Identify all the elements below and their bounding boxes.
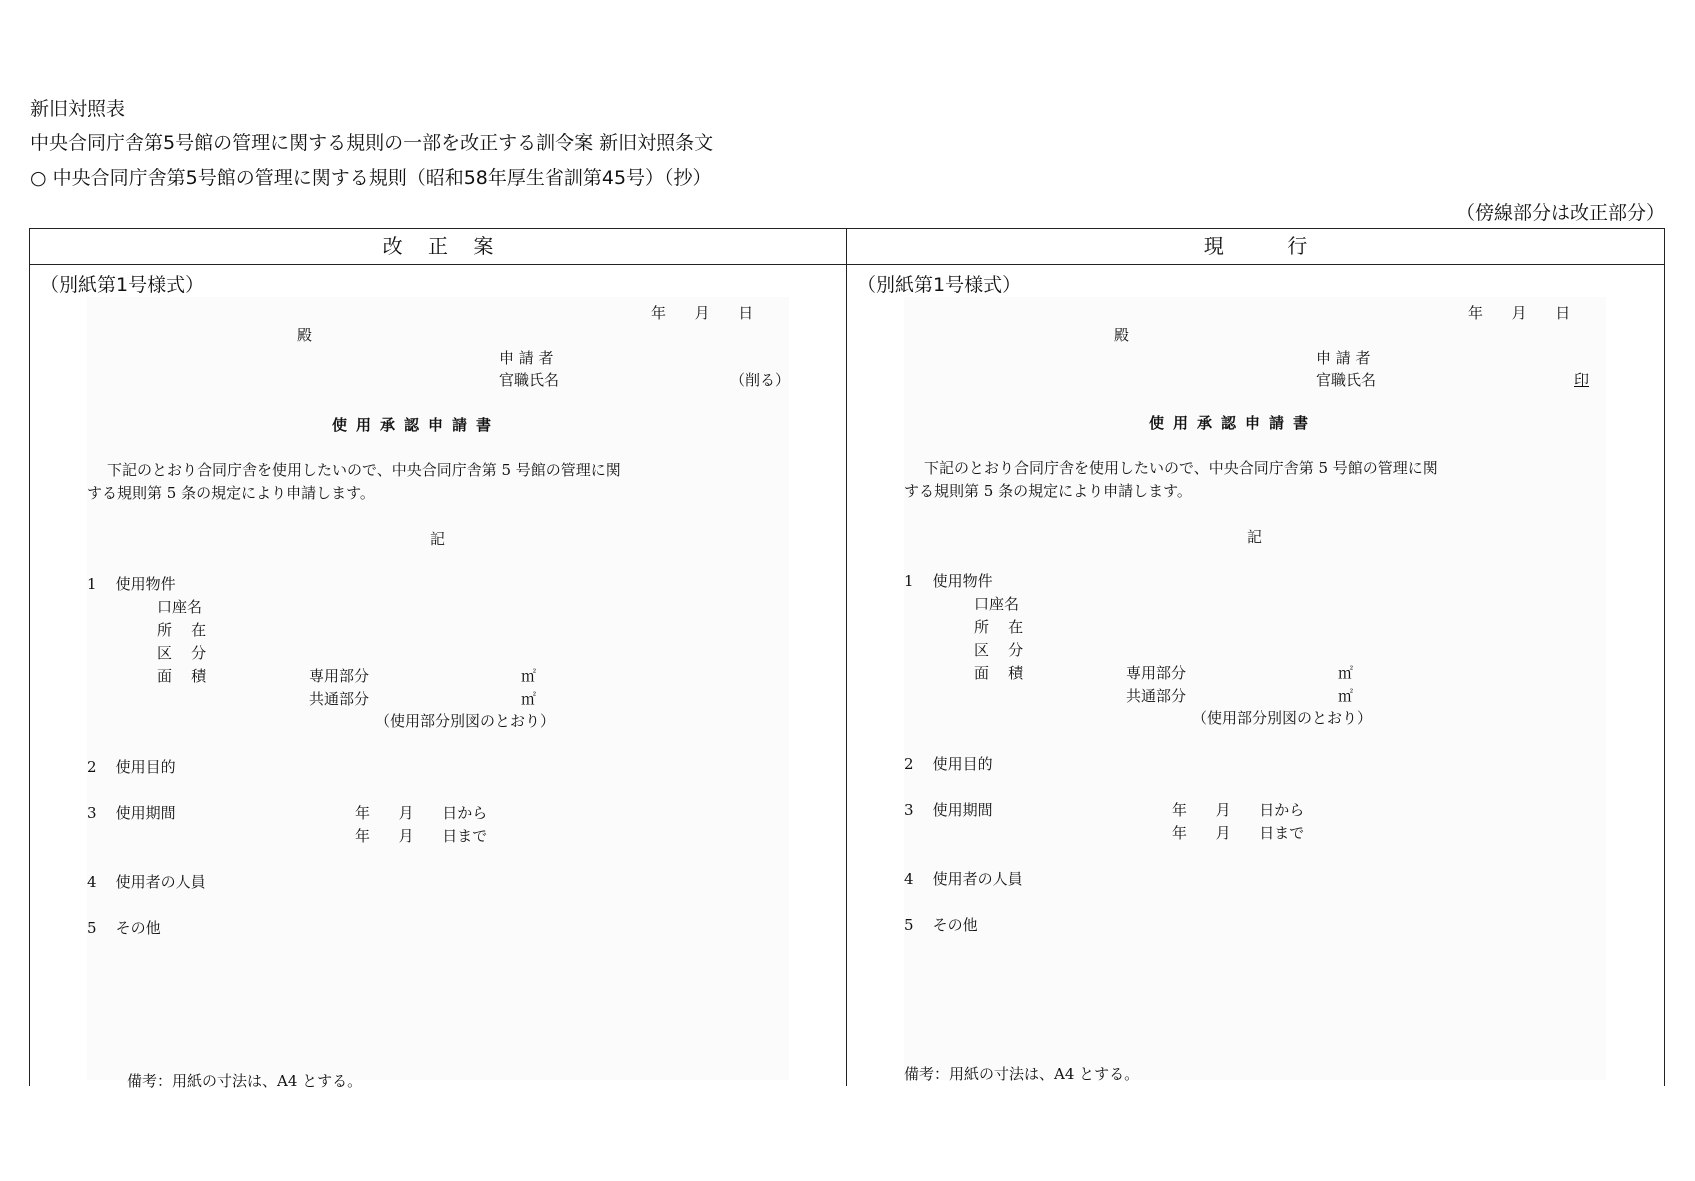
form-name-label: 官職氏名 [1316,371,1377,389]
form-exclusive: 専用部分 [1126,664,1187,682]
form-addressee: 殿 [1114,326,1130,344]
form-name-label: 官職氏名 [499,371,560,389]
form-room: 口座名 [157,598,203,616]
underline-note: （傍線部分は改正部分） [1455,202,1665,224]
form-item1: 1 使用物件 [87,575,176,593]
pane-current [847,265,1663,1086]
form-period-to: 年 月 日まで [1172,824,1305,842]
form-ki: 記 [430,530,446,548]
form-item5: 5 その他 [904,916,978,934]
form-period-from: 年 月 日から [355,804,488,822]
form-period-from: 年 月 日から [1172,801,1305,819]
form-tag: （別紙第1号様式） [40,274,205,296]
document-subtitle: 中央合同庁舎第5号館の管理に関する規則の一部を改正する訓令案 新旧対照条文 [30,132,714,154]
form-per-map: （使用部分別図のとおり） [375,712,556,730]
form-item2: 2 使用目的 [87,758,176,776]
form-stamp: 印 [1574,371,1590,389]
form-stamp-deleted: （削る） [730,371,791,389]
form-sqm-exclusive: ㎡ [1338,664,1354,682]
form-body-line1: 下記のとおり合同庁舎を使用したいので、中央合同庁舎第 5 号館の管理に関 [107,461,621,479]
application-form-proposed [87,297,791,1090]
form-date: 年 月 日 [1468,304,1571,322]
form-sqm-common: ㎡ [1338,687,1354,705]
column-header-current: 現 行 [1203,234,1308,258]
form-area: 面 積 [157,667,207,685]
form-exclusive: 専用部分 [309,667,370,685]
regulation-title: ○ 中央合同庁舎第5号館の管理に関する規則（昭和58年厚生省訓第45号）（抄） [30,167,712,189]
form-common: 共通部分 [1126,687,1187,705]
form-item4: 4 使用者の人員 [904,870,1023,888]
form-remarks: 備考：用紙の寸法は、A4 とする。 [127,1072,363,1090]
document-title: 新旧対照表 [30,98,126,120]
form-tag: （別紙第1号様式） [857,274,1022,296]
form-body-line1: 下記のとおり合同庁舎を使用したいので、中央合同庁舎第 5 号館の管理に関 [924,459,1438,477]
form-addressee: 殿 [297,326,313,344]
form-ki: 記 [1247,528,1263,546]
form-date: 年 月 日 [651,304,754,322]
form-period-to: 年 月 日まで [355,827,488,845]
form-sqm-exclusive: ㎡ [521,667,537,685]
application-form-current [904,297,1606,1083]
form-room: 口座名 [974,595,1020,613]
form-division: 区 分 [157,644,207,662]
form-per-map: （使用部分別図のとおり） [1192,709,1373,727]
form-title: 使用承認申請書 [332,416,501,434]
form-title: 使用承認申請書 [1149,414,1318,432]
form-item1: 1 使用物件 [904,572,993,590]
form-item5: 5 その他 [87,919,161,937]
form-remarks: 備考：用紙の寸法は、A4 とする。 [904,1065,1140,1083]
form-location: 所 在 [974,618,1024,636]
form-body-line2: する規則第 5 条の規定により申請します。 [904,482,1192,500]
comparison-table [29,228,1665,1090]
form-applicant: 申 請 者 [1316,349,1371,367]
form-common: 共通部分 [309,690,370,708]
pane-proposed [30,265,846,1090]
form-item4: 4 使用者の人員 [87,873,206,891]
form-division: 区 分 [974,641,1024,659]
form-applicant: 申 請 者 [499,349,554,367]
column-header-proposed: 改 正 案 [382,234,494,258]
form-sqm-common: ㎡ [521,690,537,708]
form-item2: 2 使用目的 [904,755,993,773]
form-item3: 3 使用期間 [87,804,176,822]
form-item3: 3 使用期間 [904,801,993,819]
form-location: 所 在 [157,621,207,639]
form-body-line2: する規則第 5 条の規定により申請します。 [87,484,375,502]
form-area: 面 積 [974,664,1024,682]
